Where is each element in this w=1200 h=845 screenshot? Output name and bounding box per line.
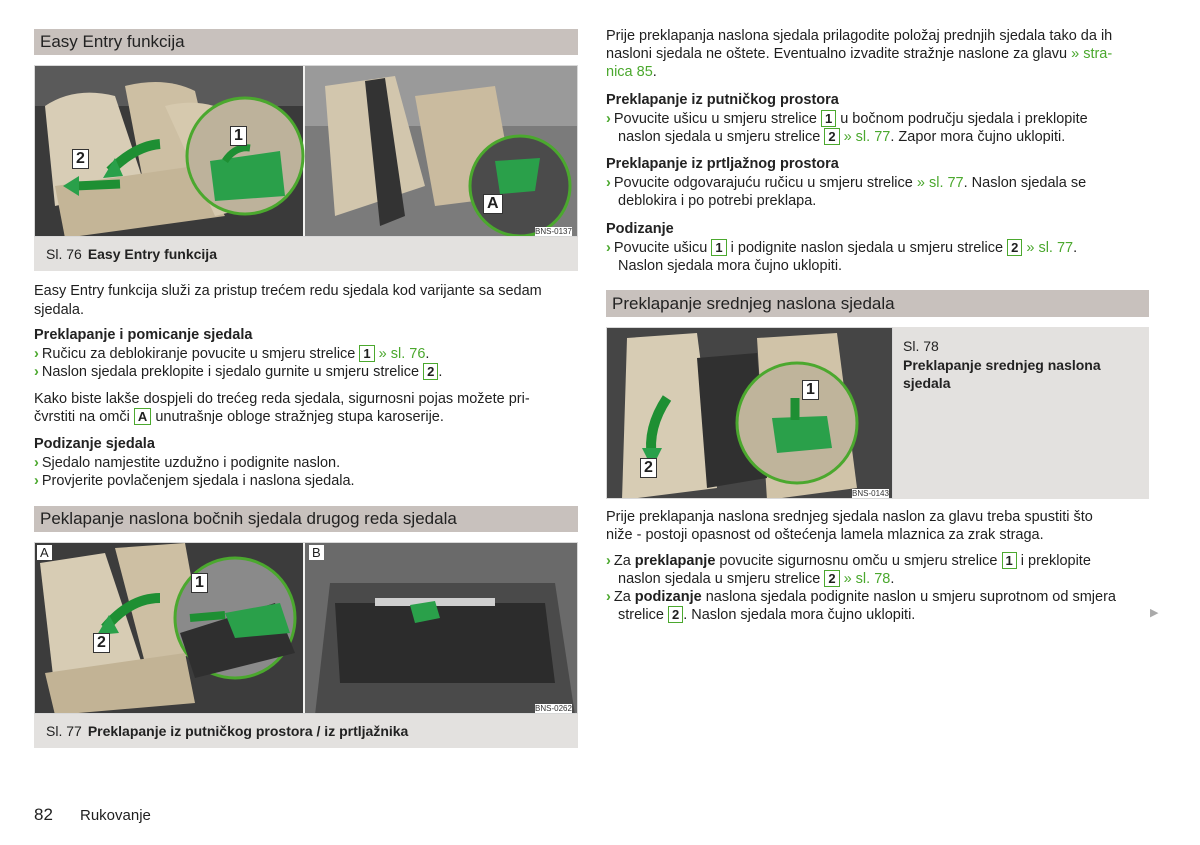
- page-link[interactable]: » stra-: [1071, 46, 1113, 62]
- figure-title: Easy Entry funkcija: [87, 246, 217, 262]
- text: . Naslon sjedala mora čujno uklopiti.: [683, 607, 916, 623]
- subheading-passenger: Preklapanje iz putničkog prostora: [606, 92, 839, 108]
- chevron-right-icon: ›: [34, 455, 39, 471]
- text: Za: [613, 589, 635, 605]
- figure-code: BNS-0137: [535, 227, 572, 236]
- list-item-text: .: [425, 346, 430, 362]
- list-item-text: Ručicu za deblokiranje povucite u smjeru strelice: [41, 346, 360, 362]
- figure-link[interactable]: » sl. 76: [374, 346, 426, 362]
- chevron-right-icon: ›: [34, 346, 39, 362]
- list-item-cont: Naslon sjedala mora čujno uklopiti.: [618, 258, 843, 274]
- list-item-text: Sjedalo namjestite uzdužno i podignite naslon.: [41, 455, 341, 471]
- page-link[interactable]: nica 85: [606, 64, 653, 80]
- footer-section: Rukovanje: [80, 807, 151, 824]
- figure-link[interactable]: » sl. 77: [1022, 240, 1074, 256]
- prelude-line2: [606, 45, 1112, 64]
- figure-code: BNS-0262: [535, 704, 572, 713]
- intro-text: Easy Entry funkcija služi za pristup trećem redu sjedala kod varijante sa sedam sjedala.: [34, 283, 542, 318]
- list-item: [606, 239, 1077, 258]
- list-item-text: .: [438, 364, 443, 380]
- image-label-a: A: [37, 545, 52, 560]
- image-label-b: B: [309, 545, 324, 560]
- step-marker: 2: [824, 128, 839, 145]
- figure-number: Sl. 77: [46, 723, 82, 739]
- list-item-cont: [618, 570, 894, 589]
- callout-2: 2: [93, 633, 110, 653]
- text: naslon sjedala u smjeru strelice: [618, 129, 825, 145]
- text: Povucite ušicu u smjeru strelice: [613, 111, 821, 127]
- list-item: [606, 174, 1086, 193]
- callout-2: 2: [640, 458, 657, 478]
- figure-77-illustration: [35, 543, 578, 714]
- subheading-folding: Preklapanje i pomicanje sjedala: [34, 327, 253, 343]
- section-title-side-seats: [34, 506, 578, 532]
- chevron-right-icon: ›: [606, 111, 611, 127]
- step-marker: 2: [824, 570, 839, 587]
- step-marker: 1: [1002, 552, 1017, 569]
- text-bold: podizanje: [634, 589, 702, 605]
- middle-intro-line2: niže - postoji opasnost od oštećenja lamela mlaznica za zrak straga.: [606, 527, 1044, 543]
- list-item-cont: [618, 128, 1065, 147]
- text: unutrašnje obloge stražnjeg stupa karoserije.: [151, 409, 444, 425]
- step-marker: 2: [423, 363, 438, 380]
- figure-title: Preklapanje srednjeg naslona: [903, 356, 1101, 373]
- figure-link[interactable]: » sl. 78: [839, 571, 891, 587]
- list-item: [606, 588, 1116, 607]
- text: nasloni sjedala ne oštete. Eventualno izvadite stražnje naslone za glavu: [606, 46, 1072, 62]
- text: Za: [613, 553, 635, 569]
- callout-1: 1: [191, 573, 208, 593]
- text: Povucite ušicu: [613, 240, 712, 256]
- middle-intro-line1: Prije preklapanja naslona srednjeg sjedala naslon za glavu treba spustiti što: [606, 509, 1093, 525]
- chevron-right-icon: ›: [606, 175, 611, 191]
- step-marker: 2: [668, 606, 683, 623]
- callout-1: 1: [802, 380, 819, 400]
- section-title-text: Easy Entry funkcija: [40, 32, 185, 51]
- text: .: [1073, 240, 1078, 256]
- section-title-text: Preklapanje srednjeg naslona sjedala: [612, 293, 895, 313]
- step-marker: 1: [359, 345, 374, 362]
- text: .: [652, 64, 657, 80]
- chevron-right-icon: ›: [34, 473, 39, 489]
- list-item-cont: deblokira i po potrebi preklapa.: [618, 193, 817, 209]
- chevron-right-icon: ›: [606, 240, 611, 256]
- text: čvrstiti na omči: [34, 409, 134, 425]
- text: Povucite odgovarajuću ručicu u smjeru strelice: [613, 175, 917, 191]
- continue-arrow-icon: ▶: [1150, 607, 1159, 619]
- figure-title: Preklapanje iz putničkog prostora / iz prtljažnika: [87, 723, 409, 739]
- text: i preklopite: [1016, 553, 1091, 569]
- figure-number: Sl. 76: [46, 246, 82, 262]
- chevron-right-icon: ›: [606, 553, 611, 569]
- seatbelt-text-line2: [34, 408, 444, 427]
- chevron-right-icon: ›: [34, 364, 39, 380]
- callout-1: 1: [230, 126, 247, 146]
- text-bold: preklapanje: [634, 553, 716, 569]
- text: strelice: [618, 607, 668, 623]
- figure-78-caption: [893, 327, 1149, 499]
- list-item: [606, 110, 1088, 129]
- list-item: [34, 363, 442, 382]
- figure-number: Sl. 78: [903, 338, 939, 354]
- subheading-trunk: Preklapanje iz prtljažnog prostora: [606, 156, 839, 172]
- text: u bočnom području sjedala i preklopite: [836, 111, 1088, 127]
- step-marker: 1: [821, 110, 836, 127]
- text: . Zapor mora čujno uklopiti.: [890, 129, 1066, 145]
- list-item-cont: [618, 606, 915, 625]
- step-marker: A: [134, 408, 151, 425]
- list-item: [34, 454, 340, 473]
- figure-link[interactable]: » sl. 77: [839, 129, 891, 145]
- figure-78-image: [606, 327, 893, 499]
- section-title-text: Peklapanje naslona bočnih sjedala drugog reda sjedala: [40, 509, 457, 528]
- prelude-line3: [606, 63, 657, 82]
- figure-76-image: [34, 65, 578, 237]
- list-item-text: Naslon sjedala preklopite i sjedalo gurnite u smjeru strelice: [41, 364, 424, 380]
- subheading-lifting: Podizanje sjedala: [34, 436, 155, 452]
- seatbelt-text-line1: Kako biste lakše dospjeli do trećeg reda sjedala, sigurnosni pojas možete pri-: [34, 391, 530, 407]
- section-title-easy-entry: [34, 29, 578, 55]
- step-marker: 2: [1007, 239, 1022, 256]
- callout-a: A: [483, 194, 503, 214]
- figure-link[interactable]: » sl. 77: [916, 175, 964, 191]
- figure-title-cont: sjedala: [903, 375, 951, 391]
- figure-code: BNS-0143: [852, 489, 889, 498]
- text: i podignite naslon sjedala u smjeru strelice: [726, 240, 1008, 256]
- step-marker: 1: [711, 239, 726, 256]
- figure-76-caption: [34, 237, 578, 271]
- text: naslon sjedala u smjeru strelice: [618, 571, 825, 587]
- figure-77-caption: [34, 714, 578, 748]
- list-item: [606, 552, 1091, 571]
- page-number: 82: [34, 805, 53, 824]
- callout-2: 2: [72, 149, 89, 169]
- figure-77-image: [34, 542, 578, 714]
- subheading-lifting: Podizanje: [606, 221, 674, 237]
- chevron-right-icon: ›: [606, 589, 611, 605]
- prelude-line1: Prije preklapanja naslona sjedala prilagodite položaj prednjih sjedala tako da ih: [606, 28, 1113, 44]
- list-item-text: Provjerite povlačenjem sjedala i naslona sjedala.: [41, 473, 355, 489]
- text: naslona sjedala podignite naslon u smjeru suprotnom od smjera: [701, 589, 1116, 605]
- text: povucite sigurnosnu omču u smjeru strelice: [715, 553, 1002, 569]
- list-item: [34, 472, 355, 491]
- section-title-middle-seat: [606, 290, 1149, 317]
- text: .: [890, 571, 895, 587]
- list-item: [34, 345, 429, 364]
- text: . Naslon sjedala se: [963, 175, 1087, 191]
